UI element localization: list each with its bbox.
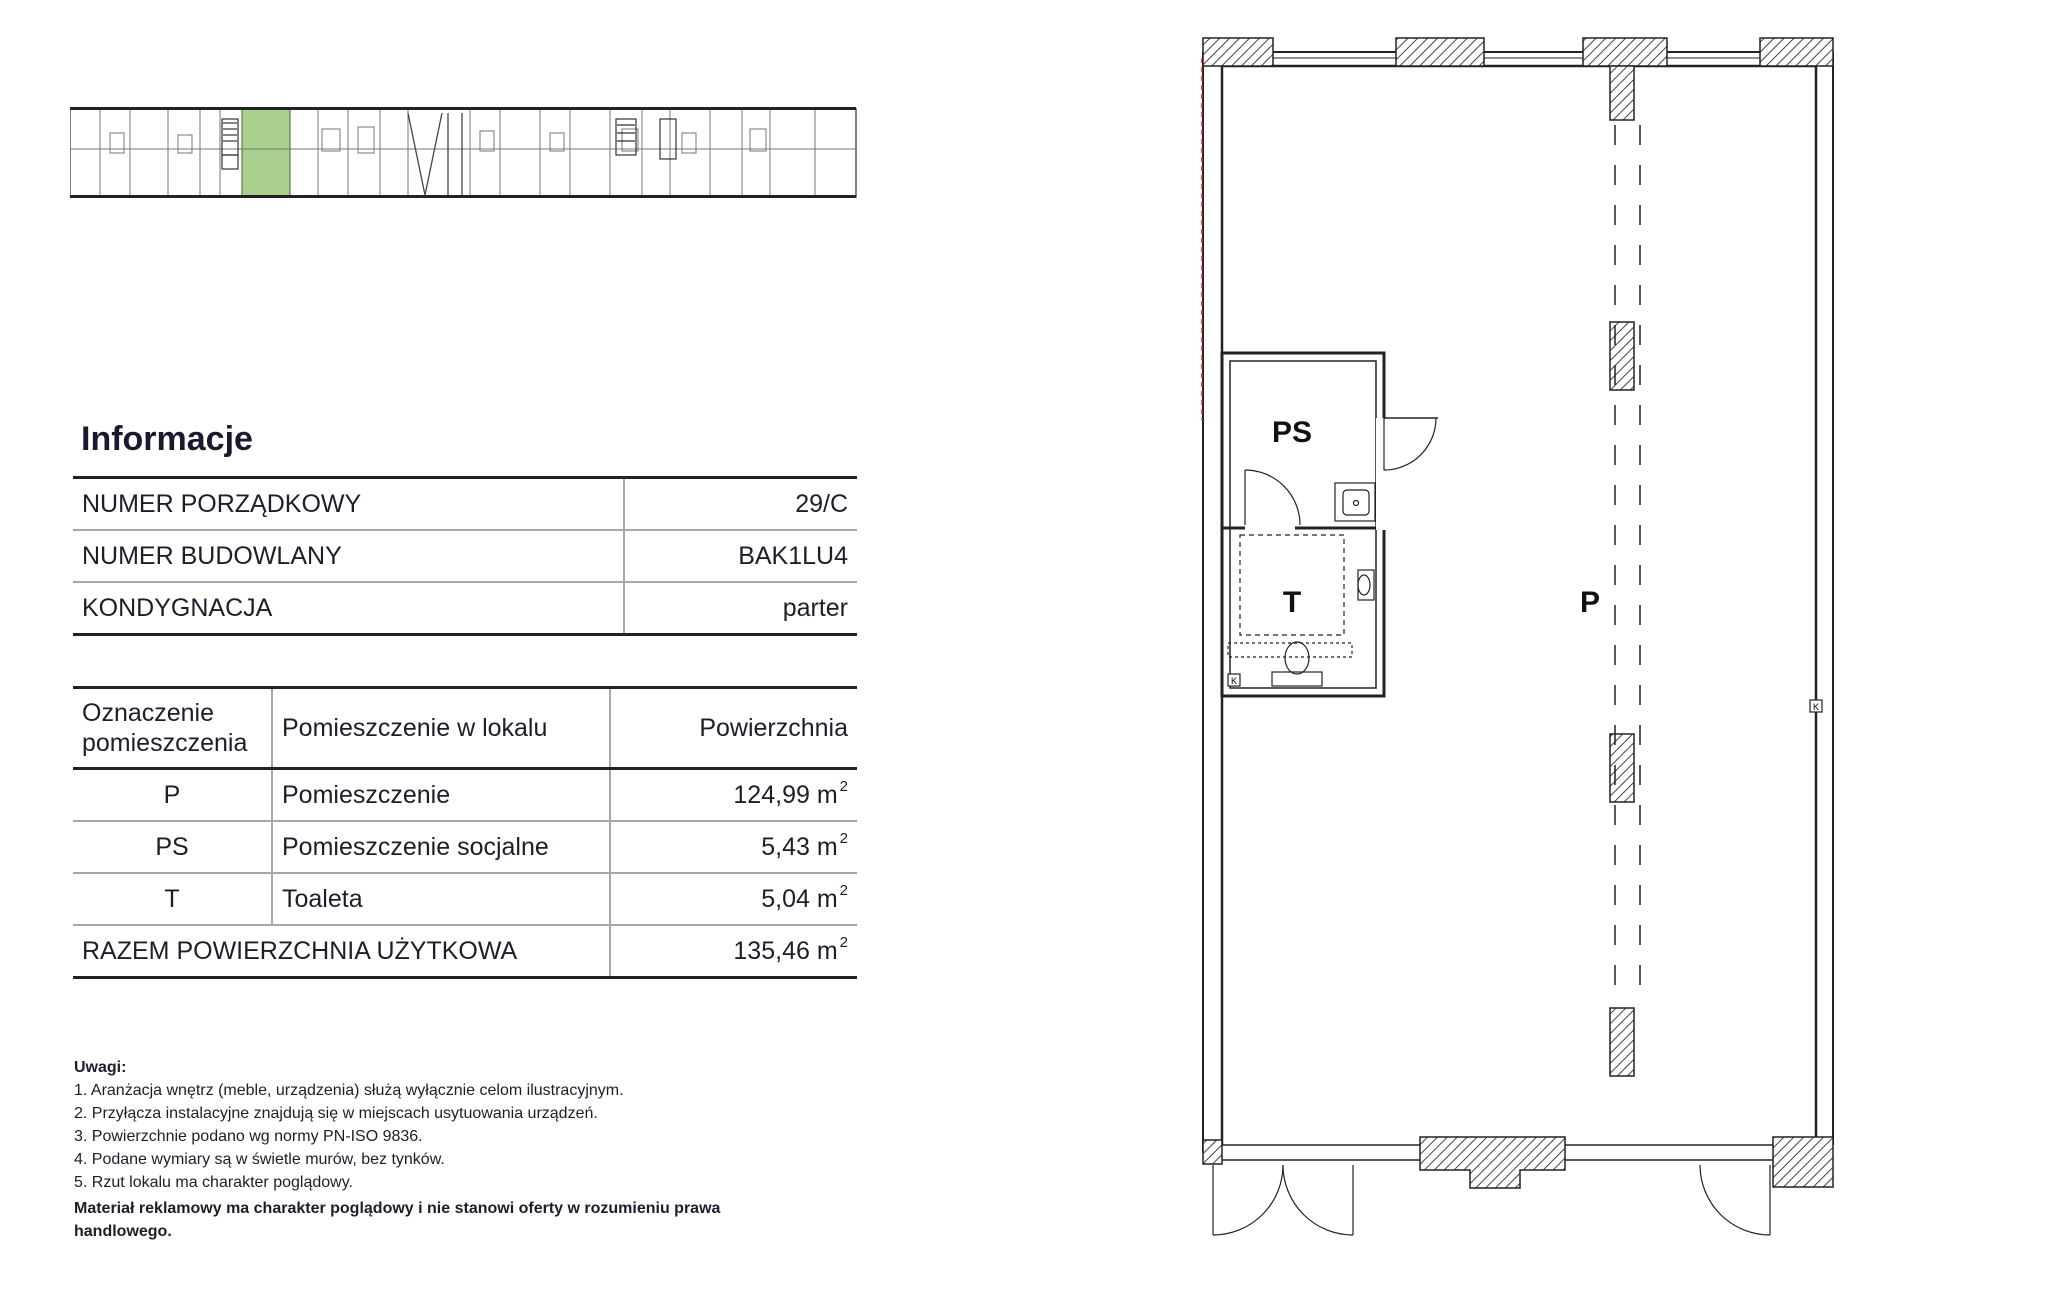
room-symbol: PS [73,821,272,873]
info-value: 29/C [624,478,857,531]
room-name: Pomieszczenie socjalne [272,821,610,873]
meter-label: K [1230,676,1238,686]
info-heading: Informacje [81,420,253,458]
beam-line [1615,125,1640,1000]
unit-info-table [73,476,857,636]
header-area: Powierzchnia [610,688,857,769]
info-value: parter [624,582,857,635]
table-row [73,582,857,635]
room-name: Toaleta [272,873,610,925]
social-room-walls [1222,353,1438,696]
note-item: 2. Przyłącza instalacyjne znajdują się w miejscach usytuowania urządzeń. [74,1105,598,1122]
room-label-ps: PS [1271,416,1313,449]
top-wall-piers [1203,38,1833,120]
note-item: 3. Powierzchnie podano wg normy PN-ISO 9836. [74,1128,423,1145]
washbasin-icon [1358,570,1374,600]
room-area: 5,04 m $^2$ [610,873,857,925]
info-label: NUMER PORZĄDKOWY [73,478,624,531]
table-row [73,530,857,582]
header-room-name: Pomieszczenie w lokalu [272,688,610,769]
room-area: 124,99 m $^2$ [610,769,857,822]
highlighted-unit [242,109,290,197]
total-area: 135,46 m $^2$ [733,933,848,965]
info-label: KONDYGNACJA [73,582,624,635]
table-header-row [73,688,857,769]
room-area: 5,43 m $^2$ [610,821,857,873]
total-row [73,925,857,978]
meter-icon [1228,674,1822,712]
meter-label: K [1812,702,1820,712]
table-row [73,873,857,925]
info-value: BAK1LU4 [624,530,857,582]
interior-columns [1610,322,1634,1076]
room-label-t: T [1282,586,1302,619]
sink-icon [1335,483,1375,521]
floor-plan [1190,30,1880,1270]
rooms-area-table [73,686,857,979]
room-symbol: P [73,769,272,822]
disclaimer: Materiał reklamowy ma charakter poglądowy i nie stanowi oferty w rozumieniu prawa handlowego. [74,1200,721,1240]
building-key-plan [70,105,860,205]
table-row [73,821,857,873]
note-item: 5. Rzut lokalu ma charakter poglądowy. [74,1174,353,1191]
room-label-p: P [1579,586,1601,619]
total-label: RAZEM POWIERZCHNIA UŻYTKOWA [73,925,610,978]
table-row [73,478,857,531]
notes-title: Uwagi: [74,1059,127,1076]
note-item: 1. Aranżacja wnętrz (meble, urządzenia) służą wyłącznie celom ilustracyjnym. [74,1082,624,1099]
toilet-icon [1272,642,1322,686]
header-symbol: Oznaczenie pomieszczenia [73,688,272,769]
info-label: NUMER BUDOWLANY [73,530,624,582]
table-row [73,769,857,822]
note-item: 4. Podane wymiary są w świetle murów, bez tynków. [74,1151,445,1168]
notes-section [74,1056,794,1243]
room-symbol: T [73,873,272,925]
room-name: Pomieszczenie [272,769,610,822]
